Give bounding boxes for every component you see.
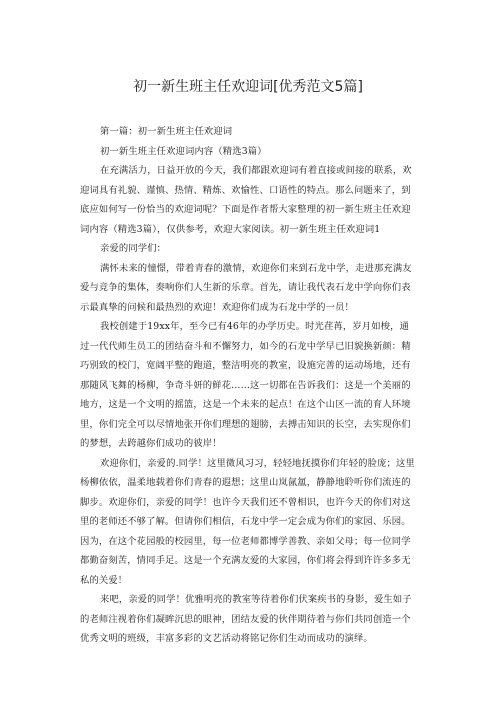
welcome-paragraph: 满怀未来的憧憬，带着青春的激情，欢迎你们来到石龙中学，走进那充满友爱与竞争的集体，奏响你们人生新的乐章。首先，请让我代表石龙中学向你们表示最真挚的问候和最热烈的欢迎！欢迎你们成为石龙中学的一员！ <box>80 262 412 313</box>
document-title: 初一新生班主任欢迎词[优秀范文5篇] <box>133 79 363 95</box>
subsection-heading: 初一新生班主任欢迎词内容（精选3篇） <box>100 145 267 157</box>
campus-paragraph: 欢迎你们，亲爱的.同学！这里微风习习，轻轻地抚摸你们年轻的脸庞；这里杨柳依依，温柔地载着你们青春的遐想；这里山岚氤氲，静静地聆听你们流连的脚步。欢迎你们，亲爱的同学！也许今天我们还不曾相识，也许今天的你们对这里的老师还不够了解。但请你们相信，石龙中学一定会成为你们的家园、乐园。因为，在这个花园般的校园里，每一位老师都博学善教、亲如父母；每一位同学都勤奋刻苦，情同手足。这是一个充满友爱的大家园，你们将会得到许许多多无私的关爱！ <box>80 457 415 586</box>
section-heading: 第一篇：初一新生班主任欢迎词 <box>100 126 233 137</box>
closing-paragraph: 来吧，亲爱的同学！优雅明亮的教室等待着你们伏案疾书的身影，爱生如子的老师注视着你们凝眸沉思的眼神，团结友爱的伙伴期待着与你们共同创造一个优秀文明的班级，丰富多彩的文艺活动将铭记你们生动而成功的演绎。 <box>80 594 412 644</box>
salutation: 亲爱的同学们： <box>100 243 167 254</box>
intro-paragraph: 在充满活力，日益开放的今天，我们都跟欢迎词有着直接或间接的联系，欢迎词具有礼貌、谨慎、热情、精炼、欢愉性、口语性的特点。那么问题来了，到底应如何写一份恰当的欢迎词呢？下面是作者帮大家整理的初一新生班主任欢迎词内容（精选3篇），仅供参考，欢迎大家阅读。初一新生班主任欢迎词1 <box>80 165 412 235</box>
school-history-paragraph: 我校创建于19xx年，至今已有46年的办学历史。时光荏苒，岁月如梭，通过一代代师生员工的团结奋斗和不懈努力，如今的石龙中学早已旧貌换新颜：精巧别致的校门，宽阔平整的跑道，整洁明亮的教室，设施完善的运动场地，还有那随风飞舞的杨柳，争奇斗妍的鲜花……这一切都在告诉我们：这是一个美丽的地方，这是一个文明的摇篮，这是一个未来的起点！在这个山区一流的育人环境里，你们完全可以尽情地张开你们理想的翅膀，去搏击知识的长空，去实现你们的梦想，去跨越你们成功的彼岸！ <box>80 321 411 449</box>
document-body <box>80 122 418 649</box>
